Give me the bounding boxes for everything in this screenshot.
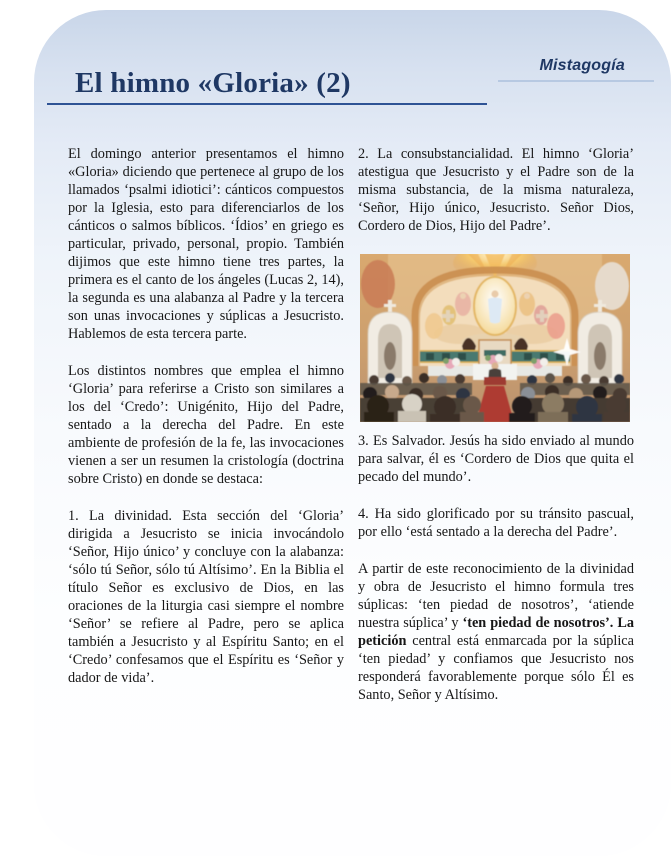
paragraph-salvador: 3. Es Salvador. Jesús ha sido enviado al mundo para salvar, él es ‘Cordero de Dios que quita el pecado del mundo’. [358, 433, 634, 485]
left-column [68, 145, 344, 723]
title-rule [47, 103, 487, 105]
masthead-label: Mistagogía [539, 57, 625, 74]
church-mass-illustration [360, 254, 630, 422]
paragraph-intro: El domingo anterior presentamos el himno «Gloria» diciendo que pertenece al grupo de los llamados ‘psalmi idiotici’: cánticos compuestos por la Iglesia, esto para diferenciarlos de los cánticos o salmos bíblicos. ‘Ídios’ en griego es particular, privado, personal, propio. También dijimos que este himno tiene tres partes, la primera es el canto de los ángeles (Lucas 2, 14), la segunda es una alabanza al Padre y la tercera son unas invocaciones y súplicas a Jesucristo. Hablemos de esta tercera parte. [68, 146, 344, 342]
page-title: El himno «Gloria» (2) [75, 67, 351, 99]
paragraph-glorificado: 4. Ha sido glorificado por su tránsito pascual, por ello ‘está sentado a la derecha del Padre’. [358, 506, 634, 540]
paragraph-consubstancialidad: 2. La consubstancialidad. El himno ‘Gloria’ atestigua que Jesucristo y el Padre son de la misma substancia, de la misma naturaleza, ‘Señor, Hijo único, Jesucristo. Señor Dios, Cordero de Dios, Hijo del Padre’. [358, 146, 634, 234]
paragraph-nombres: Los distintos nombres que emplea el himno ‘Gloria’ para referirse a Cristo son similares a los del ‘Credo’: Unigénito, Hijo del Padre, sentado a la derecha del Padre. En este ambiente de profesión de la fe, las invocaciones vienen a ser un resumen la cristología (doctrina sobre Cristo) en donde se destaca: [68, 363, 344, 487]
right-column [358, 145, 634, 723]
two-column-body [68, 145, 634, 723]
masthead-rule [498, 80, 654, 82]
paragraph-divinidad: 1. La divinidad. Esta sección del ‘Gloria’ dirigida a Jesucristo se inicia invocándolo ‘Señor, Hijo único’ y concluye con la alabanza: ‘sólo tú Señor, sólo tú Altísimo’. En la Biblia el título Señor es exclusivo de Dios, en las oraciones de la liturgia casi siempre el nombre ‘Señor’ se refiere al Padre, pero se aplica también a Jesucristo y al Espíritu Santo; en el ‘Credo’ confesamos que el Espíritu es ‘Señor y dador de vida’. [68, 508, 344, 686]
content-panel [34, 10, 671, 856]
church-interior-photo [360, 254, 630, 422]
paragraph-suplicas: A partir de este reconocimiento de la divinidad y obra de Jesucristo el himno formula tres súplicas: ‘ten piedad de nosotros’, ‘atiende nuestra súplica’ y ‘ten piedad de nosotros’. La petición central está enmarcada por la súplica ‘ten piedad’ y confiamos que Jesucristo nos responderá favorablemente porque sólo Él es Santo, Señor y Altísimo. [358, 561, 634, 703]
